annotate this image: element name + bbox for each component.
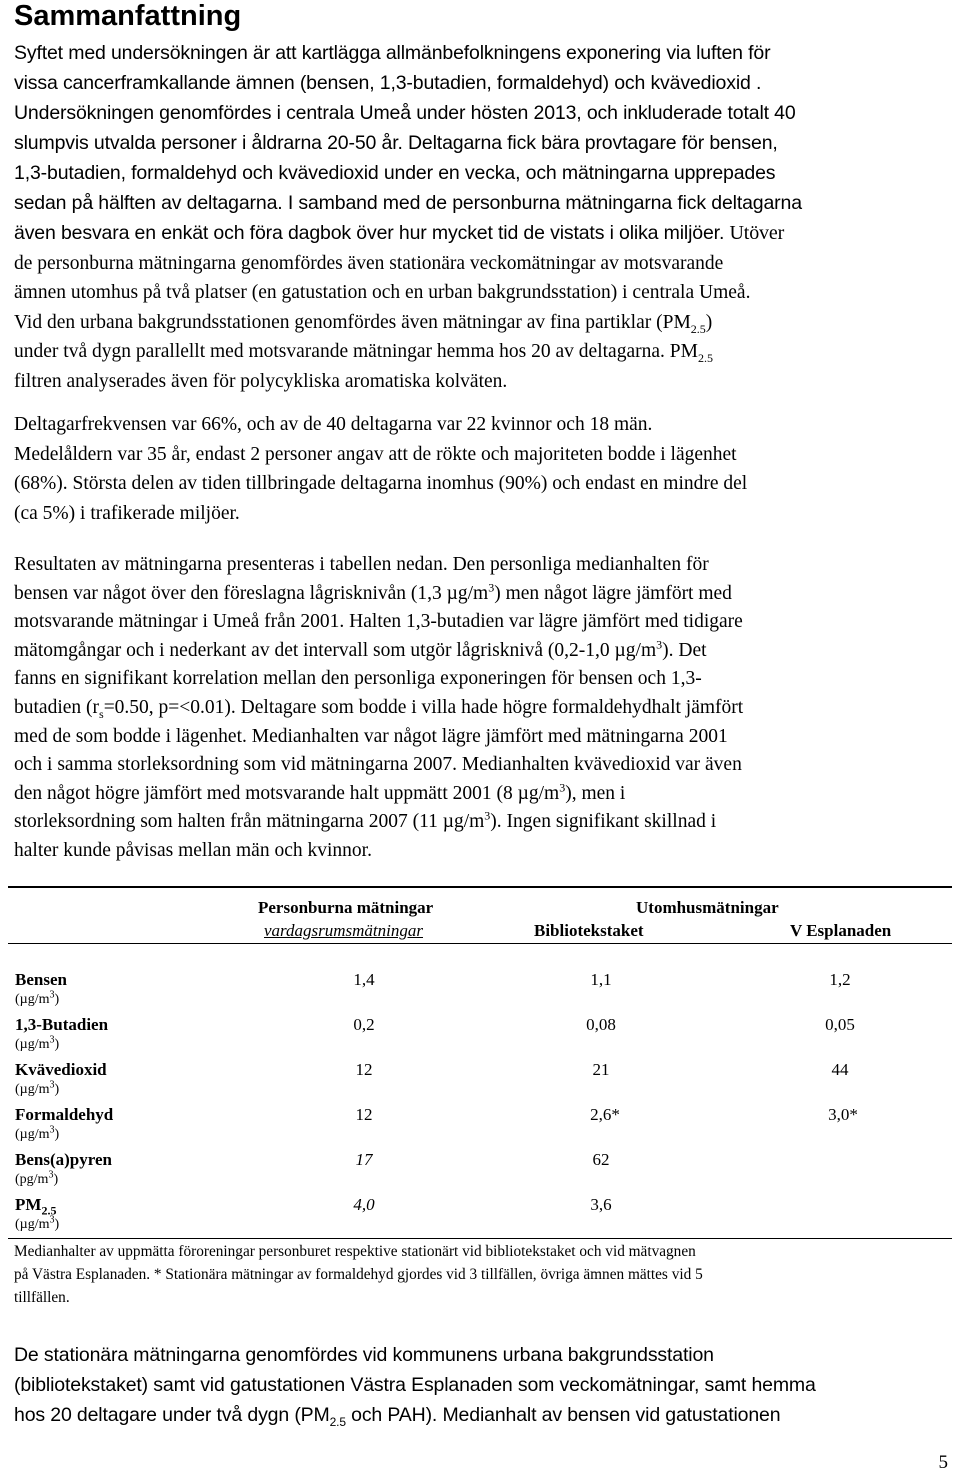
value-personal: 4,0 — [353, 1195, 375, 1214]
value-bibliotekstaket: 62 — [592, 1150, 610, 1169]
superscript: 3 — [488, 580, 495, 595]
page-heading: Sammanfattning — [14, 0, 242, 32]
participation-paragraph — [14, 410, 946, 528]
serif-line — [14, 337, 946, 367]
results-paragraph — [14, 551, 946, 866]
paragraph-line: De stationära mätningarna genomfördes vid kommunens urbana bakgrundsstation — [14, 1344, 714, 1366]
value-bibliotekstaket: 0,08 — [586, 1015, 616, 1034]
intro-line — [14, 218, 946, 249]
paragraph-line — [14, 580, 946, 609]
paragraph-line — [14, 694, 946, 723]
row-name: Bens(a)pyren — [15, 1150, 112, 1169]
text-part: ), men i — [565, 782, 626, 804]
unit-text: ) — [54, 1037, 60, 1052]
text-part: butadien (r — [14, 696, 100, 718]
intro-line: sedan på hälften av deltagarna. I samband med de personburna mätningarna fick deltagarna — [14, 192, 802, 214]
value-v-esplanaden: 44 — [831, 1060, 849, 1079]
caption-line: Medianhalter av uppmätta föroreningar personburet respektive stationärt vid bibliotekstaket och vid mätvagnen — [14, 1243, 696, 1260]
intro-line-serif: Utöver — [729, 222, 785, 244]
paragraph-line: Deltagarfrekvensen var 66%, och av de 40 deltagarna var 22 kvinnor och 18 män. — [14, 414, 653, 435]
table-header-rule — [8, 943, 952, 944]
serif-line: ämnen utomhus på två platser (en gatustation och en urban bakgrundsstation) i centrala Umeå. — [14, 282, 751, 303]
paragraph-line: (68%). Största delen av tiden tillbringade deltagarna inomhus (90%) och endast en mindre del — [14, 473, 748, 494]
row-name-text: PM — [15, 1195, 42, 1214]
row-unit — [15, 1214, 60, 1233]
row-name: Bensen — [15, 970, 67, 989]
unit-text: (µg/m — [15, 1127, 50, 1142]
text-part: bensen var något över den föreslagna lågrisknivån (1,3 µg/m — [14, 582, 489, 604]
text-part: mätomgångar och i nederkant av det intervall som utgör lågrisknivå (0,2-1,0 µg/m — [14, 639, 657, 661]
unit-text: (µg/m — [15, 1082, 50, 1097]
text-part: och PAH). Medianhalt av bensen vid gatustationen — [345, 1404, 781, 1426]
value-personal: 0,2 — [353, 1015, 375, 1034]
text-part: storleksordning som halten från mätningarna 2007 (11 µg/m — [14, 811, 485, 833]
caption-line: på Västra Esplanaden. * Stationära mätningar av formaldehyd gjordes vid 3 tillfällen, övriga ämnen mättes vid 5 — [14, 1266, 703, 1283]
value-personal: 12 — [355, 1105, 373, 1124]
paragraph-line: Medelåldern var 35 år, endast 2 personer angav att de rökte och majoriteten bodde i lägenhet — [14, 443, 737, 465]
unit-sup: 3 — [49, 989, 55, 1001]
unit-sup: 3 — [49, 1079, 55, 1091]
superscript: 3 — [484, 808, 491, 823]
page-number: 5 — [938, 1452, 948, 1473]
text-part: den något högre jämfört med motsvarande halt uppmätt 2001 (8 µg/m — [14, 782, 560, 804]
unit-sup: 3 — [49, 1034, 55, 1046]
text-part: =0.50, p=<0.01). Deltagare som bodde i villa hade högre formaldehydhalt jämfört — [103, 696, 744, 718]
row-name: 1,3-Butadien — [15, 1015, 109, 1034]
col-header-v-esplanaden: V Esplanaden — [790, 921, 892, 940]
serif-line: de personburna mätningarna genomfördes även stationära veckomätningar av motsvarande — [14, 252, 724, 274]
paragraph-line — [14, 808, 946, 837]
table-top-rule — [8, 886, 952, 888]
paragraph-line: fanns en signifikant korrelation mellan den personliga exponeringen för bensen och 1,3- — [14, 668, 702, 690]
paragraph-line — [14, 1400, 949, 1430]
value-v-esplanaden: 3,0* — [828, 1105, 858, 1124]
value-v-esplanaden: 1,2 — [829, 970, 851, 989]
serif-line — [14, 308, 946, 338]
text-part: ). Ingen signifikant skillnad i — [490, 811, 717, 833]
col-subheader-vardagsrum: vardagsrumsmätningar — [264, 921, 423, 940]
col-header-utomhus: Utomhusmätningar — [636, 898, 779, 917]
row-unit — [15, 1124, 60, 1143]
text-part: ). Det — [662, 639, 707, 661]
paragraph-line: (bibliotekstaket) samt vid gatustationen Västra Esplanaden som veckomätningar, samt hemma — [14, 1374, 816, 1396]
paragraph-line — [14, 637, 946, 666]
row-unit — [15, 1034, 60, 1053]
value-v-esplanaden: 0,05 — [825, 1015, 855, 1034]
value-bibliotekstaket: 1,1 — [590, 970, 612, 989]
unit-sup: 3 — [48, 1169, 54, 1181]
row-unit — [15, 1169, 59, 1188]
paragraph-line: halter kunde påvisas mellan män och kvinnor. — [14, 839, 372, 861]
text-part: hos 20 deltagare under två dygn (PM — [14, 1404, 330, 1426]
row-name: Kvävedioxid — [15, 1060, 107, 1079]
value-bibliotekstaket: 3,6 — [590, 1195, 612, 1214]
unit-text: ) — [53, 1172, 59, 1187]
unit-text: ) — [54, 992, 60, 1007]
serif-line-a: Vid den urbana bakgrundsstationen genomfördes även mätningar av fina partiklar (PM — [14, 311, 691, 333]
value-personal: 17 — [355, 1150, 373, 1169]
intro-line: slumpvis utvalda personer i åldrarna 20-50 år. Deltagarna fick bära provtagare för bensen, — [14, 132, 778, 154]
pm-subscript: 2.5 — [690, 321, 706, 336]
col-header-personburna: Personburna mätningar — [258, 898, 434, 917]
paragraph-line: motsvarande mätningar i Umeå från 2001. Halten 1,3-butadien var lägre jämfört med tidigare — [14, 611, 743, 633]
intro-line-text: även besvara en enkät och föra dagbok över hur mycket tid de vistats i olika miljöer. — [14, 222, 725, 244]
row-name-sub: 2.5 — [41, 1203, 57, 1218]
table-bottom-rule — [8, 1238, 952, 1239]
row-unit — [15, 989, 60, 1008]
row-name: Formaldehyd — [15, 1105, 114, 1124]
superscript: 3 — [656, 637, 663, 652]
paragraph-line — [14, 780, 946, 809]
intro-paragraph — [14, 38, 946, 396]
value-personal: 1,4 — [353, 970, 375, 989]
subscript: s — [99, 706, 104, 721]
intro-line: 1,3-butadien, formaldehyd och kvävedioxid under en vecka, och mätningarna upprepades — [14, 162, 776, 184]
unit-text: (µg/m — [15, 1217, 50, 1232]
unit-sup: 3 — [49, 1124, 55, 1136]
intro-line: Syftet med undersökningen är att kartlägga allmänbefolkningens exponering via luften för — [14, 42, 771, 64]
paragraph-line: Resultaten av mätningarna presenteras i tabellen nedan. Den personliga medianhalten för — [14, 554, 709, 575]
value-personal: 12 — [355, 1060, 373, 1079]
serif-line-b: ) — [705, 311, 713, 333]
superscript: 3 — [559, 780, 566, 795]
pm-subscript: 2.5 — [697, 350, 713, 365]
serif-line: filtren analyserades även för polycykliska aromatiska kolväten. — [14, 370, 508, 392]
row-unit — [15, 1079, 60, 1098]
unit-text: (µg/m — [15, 992, 50, 1007]
value-bibliotekstaket: 21 — [592, 1060, 610, 1079]
col-header-bibliotekstaket: Bibliotekstaket — [534, 921, 644, 940]
unit-text: (µg/m — [15, 1037, 50, 1052]
serif-line-a: under två dygn parallellt med motsvarande mätningar hemma hos 20 av deltagarna. PM — [14, 341, 698, 362]
table-caption — [14, 1240, 949, 1309]
intro-line: Undersökningen genomfördes i centrala Umeå under hösten 2013, och inkluderade totalt 40 — [14, 102, 796, 124]
intro-line: vissa cancerframkallande ämnen (bensen, 1,3-butadien, formaldehyd) och kvävedioxid . — [14, 72, 762, 94]
paragraph-line: (ca 5%) i trafikerade miljöer. — [14, 502, 240, 524]
paragraph-line: och i samma storleksordning som vid mätningarna 2007. Medianhalten kvävedioxid var även — [14, 754, 742, 776]
unit-sup: 3 — [49, 1214, 55, 1226]
unit-text: (pg/m — [15, 1172, 49, 1187]
unit-text: ) — [54, 1217, 60, 1232]
caption-line: tillfällen. — [14, 1289, 70, 1306]
unit-text: ) — [54, 1082, 60, 1097]
unit-text: ) — [54, 1127, 60, 1142]
subscript: 2.5 — [329, 1414, 346, 1429]
paragraph-line: med de som bodde i lägenhet. Medianhalten var något lägre jämfört med mätningarna 2001 — [14, 725, 728, 747]
final-paragraph — [14, 1340, 949, 1430]
text-part: ) men något lägre jämfört med — [494, 582, 732, 604]
value-bibliotekstaket: 2,6* — [590, 1105, 620, 1124]
row-name — [15, 1195, 57, 1218]
